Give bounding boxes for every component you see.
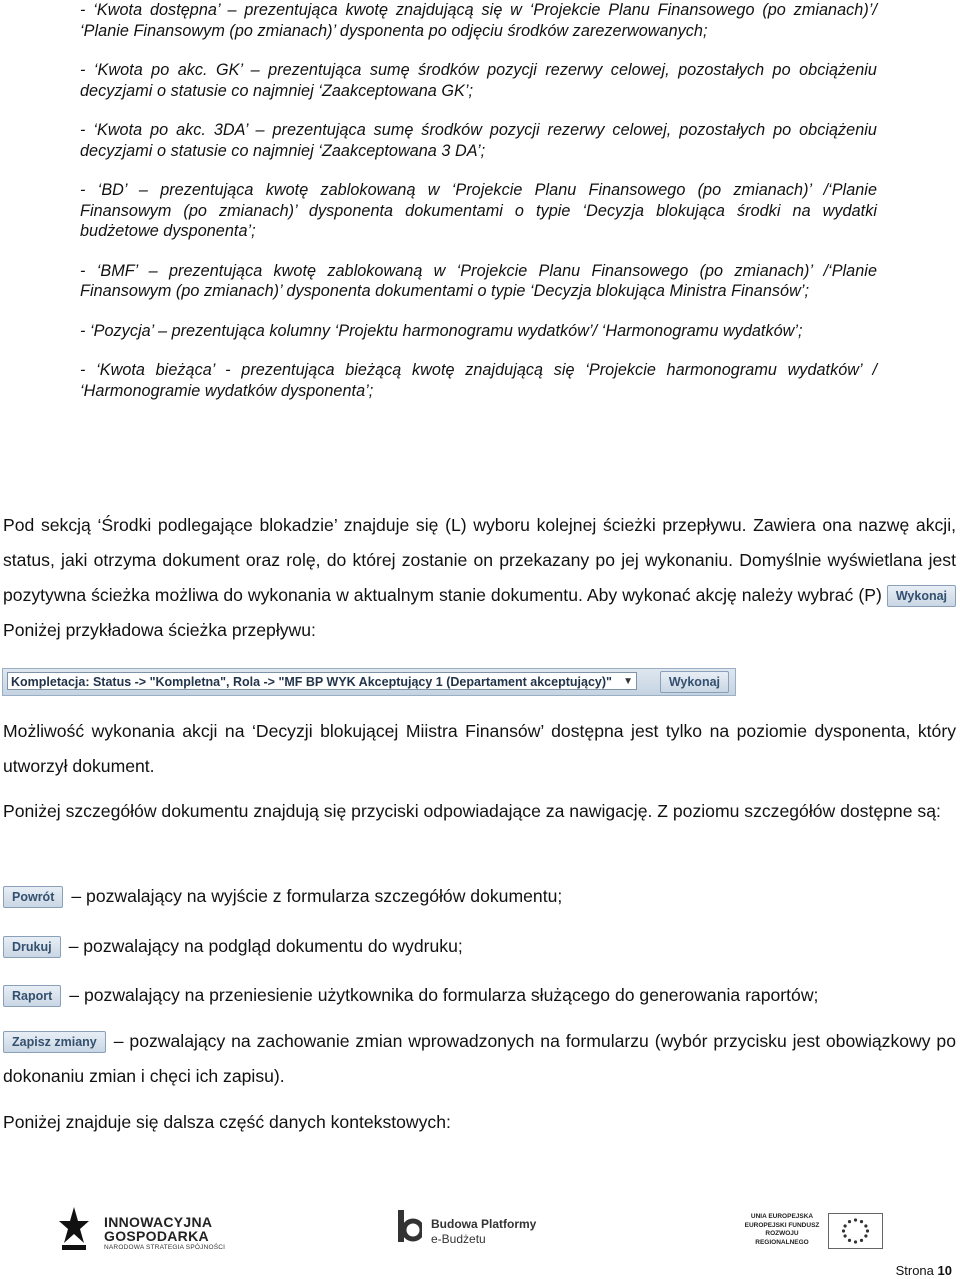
list-item: - ‘BD’ – prezentująca kwotę zablokowaną w ‘Projekcie Planu Finansowego (po zmianach)’ /‘Planie Finansowym (po zmianach)’ dysponenta dokumentami o typie ‘Decyzja blokująca środki na wydatki budżetowe dysponenta’;	[80, 181, 877, 240]
flow-path-bar	[2, 668, 736, 696]
budowa-platformy-logo: Budowa Platformy e-Budżetu	[398, 1205, 538, 1250]
raport-button[interactable]: Raport	[3, 985, 61, 1007]
eu-flag-icon	[828, 1213, 883, 1249]
list-item: - ‘Kwota po akc. 3DA’ – prezentująca sumę środków pozycji rezerwy celowej, pozostałych po obciążeniu decyzjami o statusie co najmniej ‘Zaakceptowana 3 DA’;	[80, 121, 877, 160]
nav-row-drukuj: Drukuj – pozwalający na podgląd dokumentu do wydruku;	[3, 929, 956, 964]
list-item: - ‘Kwota dostępna’ – prezentująca kwotę znajdującą się w ‘Projekcie Planu Finansowego (po zmianach)’/ ‘Planie Finansowym (po zmianach)’ dysponenta po odjęciu środków zarezerwowanych;	[80, 1, 877, 40]
drukuj-button[interactable]: Drukuj	[3, 936, 61, 958]
nav-row-raport: Raport – pozwalający na przeniesienie użytkownika do formularza służącego do generowania raportów;	[3, 978, 956, 1013]
powrot-button[interactable]: Powrót	[3, 886, 63, 908]
paragraph-navigation: Poniżej szczegółów dokumentu znajdują się przyciski odpowiadające za nawigację. Z poziomu szczegółów dostępne są:	[3, 801, 941, 821]
list-item: - ‘Kwota bieżąca’ - prezentująca bieżącą kwotę znajdującą się ‘Projekcie harmonogramu wydatków’ / ‘Harmonogramie wydatków dysponenta’;	[80, 361, 877, 400]
flow-path-select[interactable]: Kompletacja: Status -> "Kompletna", Rola -> "MF BP WYK Akceptujący 1 (Departament akceptujący)" ▼	[7, 672, 637, 690]
field-description-list	[80, 0, 877, 420]
paragraph-context: Poniżej znajduje się dalsza część danych kontekstowych:	[3, 1112, 451, 1132]
e-budzet-icon	[398, 1210, 422, 1242]
wykonaj-button[interactable]: Wykonaj	[660, 671, 729, 693]
zapisz-zmiany-button[interactable]: Zapisz zmiany	[3, 1031, 106, 1053]
page-number: Strona 10	[895, 1263, 952, 1278]
paragraph-availability: Możliwość wykonania akcji na ‘Decyzji blokującej Miistra Finansów’ dostępna jest tylko na poziomie dysponenta, który utworzył dokument.	[3, 721, 956, 776]
ig-star-icon	[58, 1205, 90, 1253]
body-text-2	[3, 714, 956, 829]
footer-logos	[0, 1205, 960, 1255]
list-item: - ‘Pozycja’ – prezentująca kolumny ‘Projektu harmonogramu wydatków’/ ‘Harmonogramu wydatków’;	[80, 321, 803, 340]
paragraph-flow-path: Pod sekcją ‘Środki podlegające blokadzie’ znajduje się (L) wyboru kolejnej ścieżki przepływu. Zawiera ona nazwę akcji, status, jaki otrzyma dokument oraz rolę, do której zostanie on przekazany po jej wykonaniu. Domyślnie wyświetlana jest pozytywna ścieżka możliwa do wykonania w aktualnym stanie dokumentu. Aby wykonać akcję należy wybrać (P) Wykonaj Poniżej przykładowa ścieżka przepływu:	[3, 515, 956, 640]
list-item: - ‘Kwota po akc. GK’ – prezentująca sumę środków pozycji rezerwy celowej, pozostałych po obciążeniu decyzjami o statusie co najmniej ‘Zaakceptowana GK’;	[80, 61, 877, 100]
list-item: - ‘BMF’ – prezentująca kwotę zablokowaną w ‘Projekcie Planu Finansowego (po zmianach)’ /‘Planie Finansowym (po zmianach)’ dysponenta dokumentami o typie ‘Decyzja blokująca Ministra Finansów’;	[80, 261, 877, 300]
chevron-down-icon: ▼	[623, 676, 633, 687]
eu-logo: UNIA EUROPEJSKA EUROPEJSKI FUNDUSZ ROZWOJU REGIONALNEGO	[740, 1213, 882, 1249]
nav-row-powrot: Powrót – pozwalający na wyjście z formularza szczegółów dokumentu;	[3, 879, 956, 914]
innowacyjna-gospodarka-logo: INNOWACYJNA GOSPODARKA NARODOWA STRATEGIA SPÓJNOŚCI	[58, 1205, 258, 1255]
wykonaj-button-inline[interactable]: Wykonaj	[887, 585, 956, 607]
body-text	[3, 508, 956, 648]
nav-row-zapisz: Zapisz zmiany – pozwalający na zachowanie zmian wprowadzonych na formularzu (wybór przycisku jest obowiązkowy po dokonaniu zmian i chęci ich zapisu).	[3, 1031, 956, 1086]
